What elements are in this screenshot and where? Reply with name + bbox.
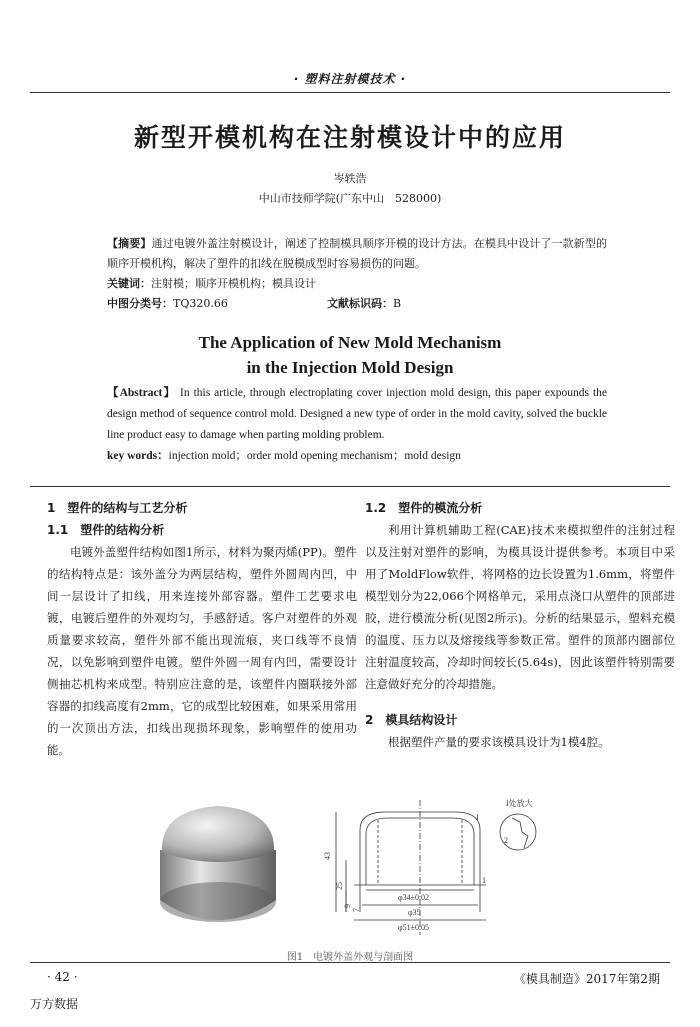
section-1-1-heading: 1.1 塑件的结构分析	[47, 523, 165, 537]
clc-number: TQ320.66	[173, 297, 228, 310]
figure-1	[140, 790, 560, 945]
keywords-cn-label: 关键词：	[107, 277, 151, 290]
figure-caption: 图1 电镀外盖外观与剖面图	[286, 952, 414, 963]
english-title-line2: in the Injection Mold Design	[246, 358, 454, 377]
abstract-en	[107, 383, 607, 467]
section-drawing	[336, 800, 536, 935]
journal-issue: 《模具制造》2017年第2期	[513, 972, 660, 986]
right-column	[365, 497, 675, 753]
detail-mark: I	[476, 813, 479, 822]
dim-phi35: φ35	[408, 908, 421, 917]
abstract-cn	[107, 234, 607, 314]
paper-title: 新型开模机构在注射模设计中的应用	[133, 123, 566, 152]
dim-7: 7	[352, 908, 361, 912]
dim-43: 43	[323, 852, 332, 860]
doc-code-label: 文献标识码：	[327, 297, 393, 310]
section-header: · 塑料注射模技术 ·	[293, 72, 407, 86]
dim-1: 1	[482, 876, 486, 885]
dim-2: 2	[504, 836, 508, 845]
dim-25: 25	[335, 882, 344, 890]
english-title	[0, 330, 700, 380]
author: 岑轶浩	[333, 172, 367, 185]
keywords-en-label: key words：	[107, 450, 169, 462]
section-2-paragraph: 根据塑件产量的要求该模具设计为1模4腔。	[388, 735, 610, 749]
page-number: · 42 ·	[47, 970, 78, 984]
affiliation: 中山市技师学院(广东中山 528000)	[258, 192, 442, 205]
footer-rule	[30, 962, 670, 963]
section-1-heading: 1 塑件的结构与工艺分析	[47, 501, 188, 515]
abstract-rule	[30, 486, 670, 487]
english-title-line1: The Application of New Mold Mechanism	[198, 333, 502, 352]
dim-phi34: φ34±0.02	[398, 893, 430, 902]
abstract-cn-label: 【摘要】	[107, 237, 152, 250]
cap-photo	[160, 806, 276, 922]
dim-phi51: φ51±0.05	[398, 923, 430, 932]
detail-label: I处放大	[506, 799, 533, 808]
doc-code: B	[393, 297, 402, 310]
abstract-cn-text: 通过电镀外盖注射模设计，阐述了控制模具顺序开模的设计方法。在模具中设计了一款新型的顺序开模机构，解决了塑件的扣线在脱模成型时容易损伤的问题。	[107, 237, 608, 270]
watermark: 万方数据	[30, 997, 79, 1011]
dim-9: 9	[343, 904, 352, 908]
header-rule	[30, 92, 670, 93]
abstract-en-label: 【Abstract】	[107, 387, 177, 399]
section-1-2-heading: 1.2 塑件的模流分析	[365, 501, 483, 515]
clc-label: 中图分类号：	[107, 297, 173, 310]
section-1-2-paragraph: 利用计算机辅助工程(CAE)技术来模拟塑件的注射过程以及注射对塑件的影响，为模具设计提供参考。本项目中采用了MoldFlow软件，将网格的边长设置为1.6mm，将塑件模型划分为22,066个网格单元，采用点浇口从塑件的顶部进胶，进行模流分析(见图2所示)。分析的结果显示，塑料充模的温度、压力以及熔接线等参数正常。塑件的顶部内圈部位注射温度较高，冷却时间较长(5.64s)，因此该塑件特别需要注意做好充分的冷却措施。	[365, 523, 675, 691]
section-1-1-paragraph: 电镀外盖塑件结构如图1所示，材料为聚丙烯(PP)。塑件的结构特点是：该外盖分为两层结构，塑件外圆周内凹，中间一层设计了扣线，用来连接外部容器。塑件工艺要求电镀，电镀后塑件的外观均匀，手感舒适。客户对塑件的外观质量要求较高，塑件外部不能出现流痕，夹口线等不良情况，以免影响到塑件电镀。塑件外圆一周有内凹，需要设计侧抽芯机构来成型。特别应注意的是，该塑件内圈联接外部容器的扣线高度有2mm，它的成型比较困难，如果采用常用的一次顶出方法，扣线出现损坏现象，影响塑件的使用功能。	[47, 545, 357, 757]
left-column	[47, 497, 357, 761]
keywords-en: injection mold；order mold opening mechanism；mold design	[168, 450, 461, 462]
section-2-heading: 2 模具结构设计	[365, 713, 458, 727]
abstract-en-text: In this article, through electroplating cover injection mold design, this paper expounds the design method of sequence control mold. Designed a new type of order in the mold cavity, solved the buckle line product easy to damage when parting molding problem.	[107, 387, 608, 441]
keywords-cn: 注射模；顺序开模机构；模具设计	[151, 277, 316, 290]
